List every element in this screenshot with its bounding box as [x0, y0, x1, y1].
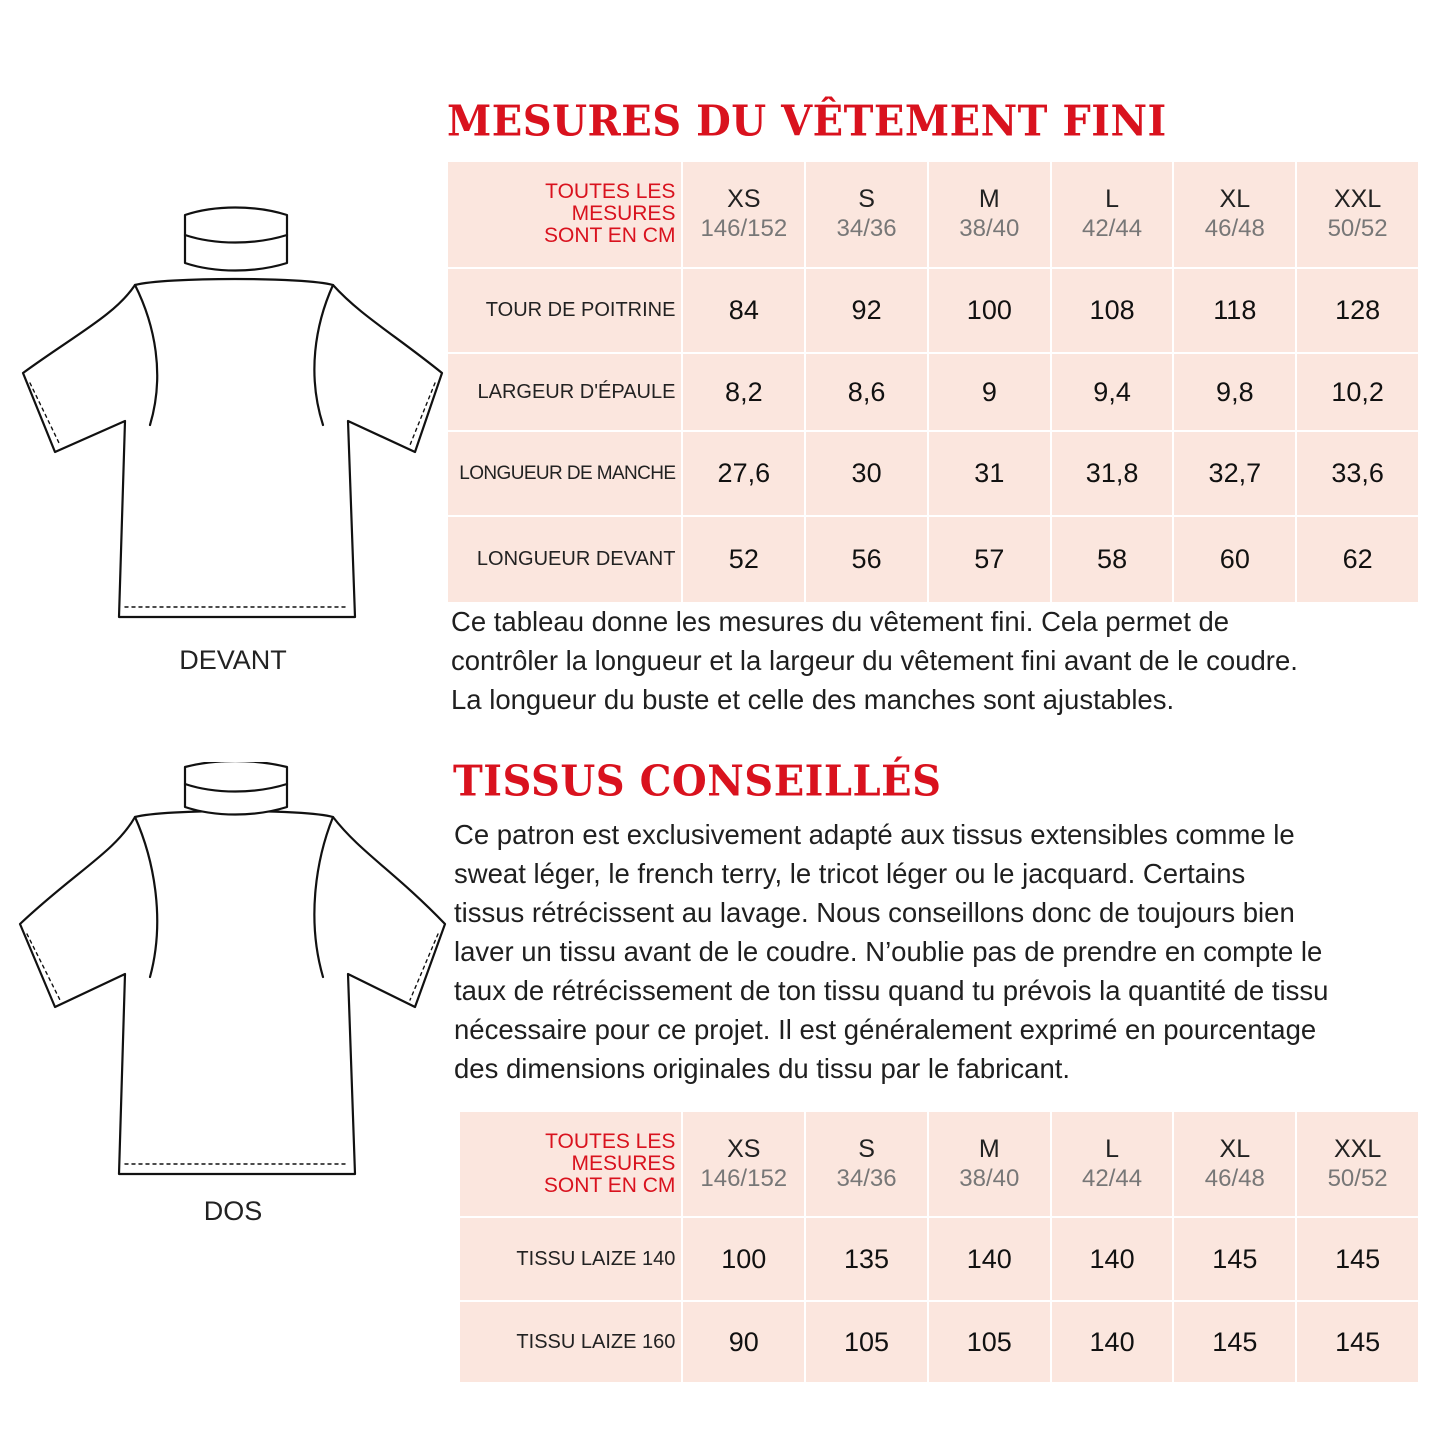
table-row — [448, 432, 1418, 515]
fabrics-title: TISSUS CONSEILLÉS — [453, 756, 942, 807]
size-header: S 34/36 — [806, 1112, 927, 1216]
row-label: TISSU LAIZE 140 — [460, 1218, 681, 1300]
measures-title: MESURES DU VÊTEMENT FINI — [447, 96, 1167, 147]
measures-header-row — [448, 162, 1418, 267]
table-cell: 8,2 — [683, 354, 804, 431]
table-cell: 10,2 — [1297, 354, 1418, 431]
table-cell: 145 — [1174, 1302, 1295, 1382]
table-cell: 31,8 — [1052, 432, 1173, 515]
measures-table — [446, 160, 1420, 604]
table-row — [460, 1302, 1418, 1382]
table-cell: 57 — [929, 517, 1050, 602]
row-label: TOUR DE POITRINE — [448, 269, 681, 352]
front-caption: DEVANT — [179, 645, 287, 675]
table-cell: 140 — [929, 1218, 1050, 1300]
table-cell: 9,8 — [1174, 354, 1295, 431]
table-cell: 84 — [683, 269, 804, 352]
table-cell: 62 — [1297, 517, 1418, 602]
table-cell: 140 — [1052, 1302, 1173, 1382]
table-cell: 108 — [1052, 269, 1173, 352]
units-note: TOUTES LES MESURES SONT EN CM — [448, 162, 681, 267]
size-header: L 42/44 — [1052, 1112, 1173, 1216]
table-cell: 118 — [1174, 269, 1295, 352]
table-cell: 135 — [806, 1218, 927, 1300]
measures-description: Ce tableau donne les mesures du vêtement fini. Cela permet de contrôler la longueur et la largeur du vêtement fini avant de le coudre. La longueur du buste et celle des manches sont ajustables. — [451, 606, 1298, 715]
table-row — [448, 517, 1418, 602]
table-cell: 145 — [1297, 1302, 1418, 1382]
size-header: M 38/40 — [929, 162, 1050, 267]
table-row — [460, 1218, 1418, 1300]
table-cell: 32,7 — [1174, 432, 1295, 515]
table-cell: 105 — [929, 1302, 1050, 1382]
table-row — [448, 354, 1418, 431]
units-note: TOUTES LES MESURES SONT EN CM — [460, 1112, 681, 1216]
table-cell: 56 — [806, 517, 927, 602]
table-cell: 105 — [806, 1302, 927, 1382]
garment-front-illustration — [15, 205, 450, 630]
row-label: LARGEUR D'ÉPAULE — [448, 354, 681, 431]
size-header: XL 46/48 — [1174, 162, 1295, 267]
table-cell: 145 — [1174, 1218, 1295, 1300]
table-cell: 90 — [683, 1302, 804, 1382]
size-header: S 34/36 — [806, 162, 927, 267]
row-label: LONGUEUR DEVANT — [448, 517, 681, 602]
table-cell: 100 — [683, 1218, 804, 1300]
table-cell: 100 — [929, 269, 1050, 352]
table-cell: 33,6 — [1297, 432, 1418, 515]
table-cell: 145 — [1297, 1218, 1418, 1300]
row-label: LONGUEUR DE MANCHE — [448, 432, 681, 515]
table-cell: 52 — [683, 517, 804, 602]
garment-back-illustration — [15, 762, 450, 1187]
table-cell: 31 — [929, 432, 1050, 515]
size-header: L 42/44 — [1052, 162, 1173, 267]
table-row — [448, 269, 1418, 352]
table-cell: 58 — [1052, 517, 1173, 602]
fabrics-header-row — [460, 1112, 1418, 1216]
row-label: TISSU LAIZE 160 — [460, 1302, 681, 1382]
table-cell: 140 — [1052, 1218, 1173, 1300]
table-cell: 9,4 — [1052, 354, 1173, 431]
size-header: XS 146/152 — [683, 1112, 804, 1216]
table-cell: 128 — [1297, 269, 1418, 352]
size-header: XS 146/152 — [683, 162, 804, 267]
table-cell: 27,6 — [683, 432, 804, 515]
back-caption: DOS — [203, 1196, 263, 1226]
size-header: XL 46/48 — [1174, 1112, 1295, 1216]
table-cell: 30 — [806, 432, 927, 515]
fabrics-table — [458, 1110, 1420, 1384]
fabrics-description: Ce patron est exclusivement adapté aux tissus extensibles comme le sweat léger, le french terry, le tricot léger ou le jacquard. Certains tissus rétrécissent au lavage. Nous conseillons donc de toujours bien laver un tissu avant de le coudre. N’oublie pas de prendre en compte le taux de rétrécissement de ton tissu quand tu prévois la quantité de tissu nécessaire pour ce projet. Il est généralement exprimé en pourcentage des dimensions originales du tissu par le fabricant. — [454, 819, 1329, 1084]
table-cell: 8,6 — [806, 354, 927, 431]
table-cell: 60 — [1174, 517, 1295, 602]
size-header: XXL 50/52 — [1297, 1112, 1418, 1216]
size-header: XXL 50/52 — [1297, 162, 1418, 267]
table-cell: 9 — [929, 354, 1050, 431]
table-cell: 92 — [806, 269, 927, 352]
size-header: M 38/40 — [929, 1112, 1050, 1216]
